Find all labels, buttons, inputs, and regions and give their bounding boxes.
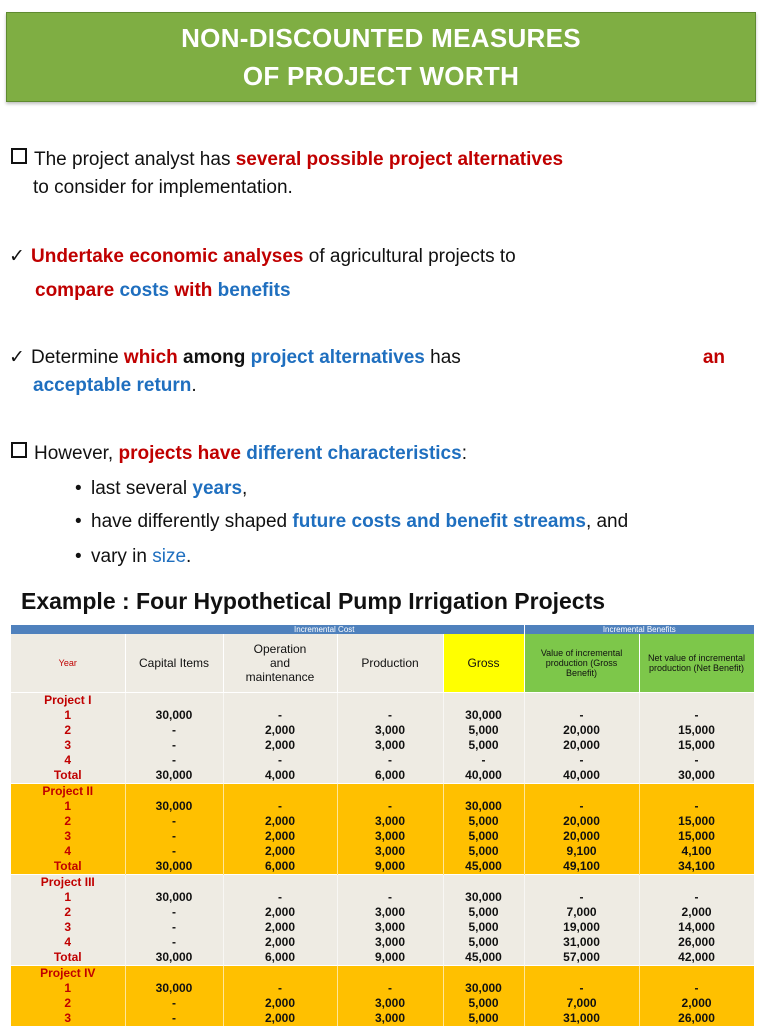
year-cell: 2 <box>11 905 125 920</box>
value-cell: 30,000 <box>125 859 223 875</box>
value-cell: 7,000 <box>524 905 639 920</box>
title-line-2: OF PROJECT WORTH <box>242 61 520 91</box>
value-cell: 2,000 <box>639 905 754 920</box>
p1-text-b: several possible project alternatives <box>235 149 564 170</box>
value-cell: 15,000 <box>639 829 754 844</box>
table-row <box>11 738 754 753</box>
paragraph-characteristics <box>9 440 467 468</box>
value-cell: 30,000 <box>443 981 524 996</box>
table-header-row <box>11 634 754 693</box>
value-cell: 5,000 <box>443 829 524 844</box>
value-cell: 30,000 <box>125 708 223 723</box>
value-cell: 57,000 <box>524 950 639 966</box>
p4-text-d: : <box>461 443 467 464</box>
empty-cell <box>443 875 524 891</box>
value-cell: 7,000 <box>524 996 639 1011</box>
value-cell: 2,000 <box>223 920 337 935</box>
value-cell: - <box>524 799 639 814</box>
value-cell: 2,000 <box>223 844 337 859</box>
value-cell: 2,000 <box>223 935 337 950</box>
value-cell: - <box>639 799 754 814</box>
empty-cell <box>223 784 337 800</box>
value-cell: 5,000 <box>443 723 524 738</box>
empty-cell <box>125 966 223 982</box>
value-cell: 45,000 <box>443 950 524 966</box>
value-cell: - <box>223 753 337 768</box>
p3-text-b: which <box>123 347 178 368</box>
empty-cell <box>337 875 443 891</box>
table-row <box>11 753 754 768</box>
value-cell: 3,000 <box>337 844 443 859</box>
value-cell: 49,100 <box>524 859 639 875</box>
value-cell: 3,000 <box>337 814 443 829</box>
p4-text-b: projects have <box>118 443 241 464</box>
value-cell: - <box>337 708 443 723</box>
value-cell: - <box>125 996 223 1011</box>
value-cell: 9,100 <box>524 844 639 859</box>
bullet-1-text-b: years <box>192 478 243 499</box>
empty-cell <box>524 693 639 709</box>
band-blank <box>11 625 125 634</box>
p3-text-a: Determine <box>31 347 124 368</box>
empty-cell <box>443 966 524 982</box>
value-cell: 3,000 <box>337 1011 443 1026</box>
value-cell: 30,000 <box>125 950 223 966</box>
value-cell: 3,000 <box>337 920 443 935</box>
value-cell: 6,000 <box>223 950 337 966</box>
empty-cell <box>223 693 337 709</box>
checkbox-bullet-icon <box>11 442 27 458</box>
value-cell: 6,000 <box>337 768 443 784</box>
year-cell: Total <box>11 768 125 784</box>
p3-text-g: acceptable return <box>33 375 192 396</box>
value-cell: - <box>125 935 223 950</box>
header-gross: Gross <box>443 634 524 693</box>
value-cell: 6,000 <box>223 859 337 875</box>
value-cell: 19,000 <box>524 920 639 935</box>
value-cell: - <box>524 981 639 996</box>
value-cell: 2,000 <box>223 996 337 1011</box>
empty-cell <box>125 693 223 709</box>
value-cell: 4,100 <box>639 844 754 859</box>
value-cell: - <box>337 799 443 814</box>
p2-text-e: with <box>169 280 213 301</box>
year-cell: 3 <box>11 738 125 753</box>
empty-cell <box>125 875 223 891</box>
p2-text-f: benefits <box>212 280 291 301</box>
project-name: Project IV <box>11 966 125 982</box>
table-row <box>11 799 754 814</box>
year-cell: 1 <box>11 890 125 905</box>
value-cell: 5,000 <box>443 844 524 859</box>
value-cell: 5,000 <box>443 1011 524 1026</box>
value-cell: 20,000 <box>524 738 639 753</box>
value-cell: 3,000 <box>337 829 443 844</box>
p2-text-c: compare <box>35 280 115 301</box>
header-operation-maintenance: Operation and maintenance <box>223 634 337 693</box>
value-cell: 3,000 <box>337 935 443 950</box>
year-cell: 1 <box>11 799 125 814</box>
value-cell: - <box>223 799 337 814</box>
year-cell: 3 <box>11 920 125 935</box>
empty-cell <box>639 693 754 709</box>
value-cell: - <box>125 814 223 829</box>
empty-cell <box>337 784 443 800</box>
p3-text-c: among <box>177 347 251 368</box>
bullet-dot-icon: • <box>75 478 82 499</box>
value-cell: - <box>125 738 223 753</box>
project-name-row <box>11 875 754 891</box>
value-cell: 20,000 <box>524 829 639 844</box>
value-cell: - <box>223 708 337 723</box>
value-cell: - <box>524 890 639 905</box>
value-cell: 15,000 <box>639 738 754 753</box>
value-cell: - <box>223 890 337 905</box>
value-cell: 4,000 <box>223 768 337 784</box>
bullet-size <box>75 543 191 571</box>
table-row <box>11 829 754 844</box>
project-name: Project II <box>11 784 125 800</box>
table-row <box>11 935 754 950</box>
year-cell: 1 <box>11 708 125 723</box>
empty-cell <box>639 966 754 982</box>
year-cell: 3 <box>11 1011 125 1026</box>
value-cell: 5,000 <box>443 920 524 935</box>
value-cell: - <box>639 890 754 905</box>
p3-text-d: project alternatives <box>250 347 425 368</box>
table-row <box>11 814 754 829</box>
empty-cell <box>443 693 524 709</box>
bullet-1-text-c: , <box>242 478 248 499</box>
example-heading: Example : Four Hypothetical Pump Irrigation Projects <box>21 588 606 614</box>
title-line-1: NON-DISCOUNTED MEASURES <box>181 23 581 53</box>
value-cell: 26,000 <box>639 935 754 950</box>
value-cell: - <box>125 753 223 768</box>
value-cell: 30,000 <box>125 799 223 814</box>
empty-cell <box>223 966 337 982</box>
p1-text-c: to consider for implementation. <box>33 177 293 198</box>
value-cell: 30,000 <box>125 890 223 905</box>
bullet-3-text-a: vary in <box>91 546 153 567</box>
table-band-row <box>11 625 754 634</box>
value-cell: 30,000 <box>443 890 524 905</box>
bullet-1-text-a: last several <box>91 478 193 499</box>
value-cell: 9,000 <box>337 859 443 875</box>
value-cell: 15,000 <box>639 723 754 738</box>
value-cell: 5,000 <box>443 905 524 920</box>
p3-text-f: an <box>702 347 725 368</box>
paragraph-compare <box>35 277 291 305</box>
year-cell: 2 <box>11 996 125 1011</box>
value-cell: - <box>639 753 754 768</box>
empty-cell <box>125 784 223 800</box>
paragraph-alternatives <box>9 146 563 202</box>
value-cell: 5,000 <box>443 814 524 829</box>
value-cell: 5,000 <box>443 996 524 1011</box>
bullet-3-text-b: size <box>152 546 187 567</box>
p3-text-h: . <box>191 375 197 396</box>
value-cell: 30,000 <box>639 768 754 784</box>
bullet-2-text-a: have differently shaped <box>91 511 293 532</box>
value-cell: - <box>125 905 223 920</box>
table-row <box>11 996 754 1011</box>
value-cell: - <box>639 981 754 996</box>
value-cell: 14,000 <box>639 920 754 935</box>
empty-cell <box>223 875 337 891</box>
value-cell: 2,000 <box>223 905 337 920</box>
value-cell: - <box>337 981 443 996</box>
table-row <box>11 890 754 905</box>
bullet-dot-icon: • <box>75 546 82 567</box>
value-cell: 31,000 <box>524 1011 639 1026</box>
table-row <box>11 920 754 935</box>
checkbox-bullet-icon <box>11 148 27 164</box>
value-cell: 2,000 <box>223 829 337 844</box>
band-incremental-benefits: Incremental Benefits <box>524 625 754 634</box>
value-cell: 31,000 <box>524 935 639 950</box>
table-row <box>11 723 754 738</box>
year-cell: 4 <box>11 753 125 768</box>
empty-cell <box>524 784 639 800</box>
value-cell: 2,000 <box>223 723 337 738</box>
value-cell: 40,000 <box>524 768 639 784</box>
header-year: Year <box>11 634 125 693</box>
bullet-2-text-c: , and <box>585 511 629 532</box>
value-cell: 5,000 <box>443 935 524 950</box>
header-production: Production <box>337 634 443 693</box>
paragraph-economic-analyses <box>9 243 516 271</box>
header-gross-benefit: Value of incremental production (Gross Benefit) <box>524 634 639 693</box>
value-cell: 2,000 <box>639 996 754 1011</box>
year-cell: 2 <box>11 814 125 829</box>
bullet-years <box>75 475 247 503</box>
paragraph-determine <box>9 344 725 400</box>
p2-text-b: of agricultural projects to <box>303 246 516 267</box>
table-row <box>11 844 754 859</box>
year-cell: 4 <box>11 935 125 950</box>
bullet-dot-icon: • <box>75 511 82 532</box>
value-cell: 2,000 <box>223 814 337 829</box>
bullet-streams <box>75 508 628 536</box>
table-row <box>11 950 754 966</box>
value-cell: - <box>337 753 443 768</box>
p2-text-a: Undertake economic analyses <box>31 246 304 267</box>
table-row <box>11 708 754 723</box>
value-cell: - <box>125 844 223 859</box>
value-cell: 42,000 <box>639 950 754 966</box>
p3-text-e: has <box>424 347 461 368</box>
value-cell: 9,000 <box>337 950 443 966</box>
project-name-row <box>11 966 754 982</box>
value-cell: 5,000 <box>443 738 524 753</box>
bullet-2-text-b: future costs and benefit streams <box>292 511 586 532</box>
value-cell: 15,000 <box>639 814 754 829</box>
p4-text-a: However, <box>34 443 119 464</box>
value-cell: - <box>125 1011 223 1026</box>
year-cell: Total <box>11 859 125 875</box>
value-cell: - <box>125 920 223 935</box>
bullet-3-text-c: . <box>186 546 192 567</box>
year-cell: 4 <box>11 844 125 859</box>
value-cell: 2,000 <box>223 738 337 753</box>
value-cell: 26,000 <box>639 1011 754 1026</box>
empty-cell <box>443 784 524 800</box>
table-row <box>11 859 754 875</box>
value-cell: - <box>125 723 223 738</box>
header-capital-items: Capital Items <box>125 634 223 693</box>
value-cell: - <box>125 829 223 844</box>
value-cell: 3,000 <box>337 905 443 920</box>
year-cell: 2 <box>11 723 125 738</box>
value-cell: - <box>524 708 639 723</box>
table-row <box>11 981 754 996</box>
slide-title-banner <box>6 12 756 102</box>
value-cell: - <box>443 753 524 768</box>
value-cell: 20,000 <box>524 814 639 829</box>
year-cell: 3 <box>11 829 125 844</box>
band-incremental-cost: Incremental Cost <box>125 625 524 634</box>
value-cell: - <box>337 890 443 905</box>
value-cell: 34,100 <box>639 859 754 875</box>
project-name: Project I <box>11 693 125 709</box>
value-cell: 3,000 <box>337 738 443 753</box>
value-cell: 30,000 <box>125 768 223 784</box>
project-name-row <box>11 784 754 800</box>
value-cell: 3,000 <box>337 996 443 1011</box>
year-cell: Total <box>11 950 125 966</box>
project-name: Project III <box>11 875 125 891</box>
value-cell: 20,000 <box>524 723 639 738</box>
empty-cell <box>524 966 639 982</box>
project-name-row <box>11 693 754 709</box>
projects-table <box>11 625 755 1026</box>
value-cell: 30,000 <box>125 981 223 996</box>
p4-text-c: different characteristics <box>240 443 462 464</box>
year-cell: 1 <box>11 981 125 996</box>
check-mark-icon: ✓ <box>9 246 25 267</box>
header-net-benefit: Net value of incremental production (Net Benefit) <box>639 634 754 693</box>
value-cell: - <box>524 753 639 768</box>
check-mark-icon: ✓ <box>9 347 25 368</box>
value-cell: - <box>223 981 337 996</box>
empty-cell <box>337 966 443 982</box>
value-cell: 45,000 <box>443 859 524 875</box>
empty-cell <box>639 784 754 800</box>
empty-cell <box>639 875 754 891</box>
p2-text-d: costs <box>114 280 170 301</box>
value-cell: 3,000 <box>337 723 443 738</box>
value-cell: 30,000 <box>443 708 524 723</box>
empty-cell <box>337 693 443 709</box>
value-cell: - <box>639 708 754 723</box>
value-cell: 30,000 <box>443 799 524 814</box>
value-cell: 2,000 <box>223 1011 337 1026</box>
value-cell: 40,000 <box>443 768 524 784</box>
table-row <box>11 905 754 920</box>
empty-cell <box>524 875 639 891</box>
p1-text-a: The project analyst has <box>34 149 236 170</box>
table-row <box>11 768 754 784</box>
